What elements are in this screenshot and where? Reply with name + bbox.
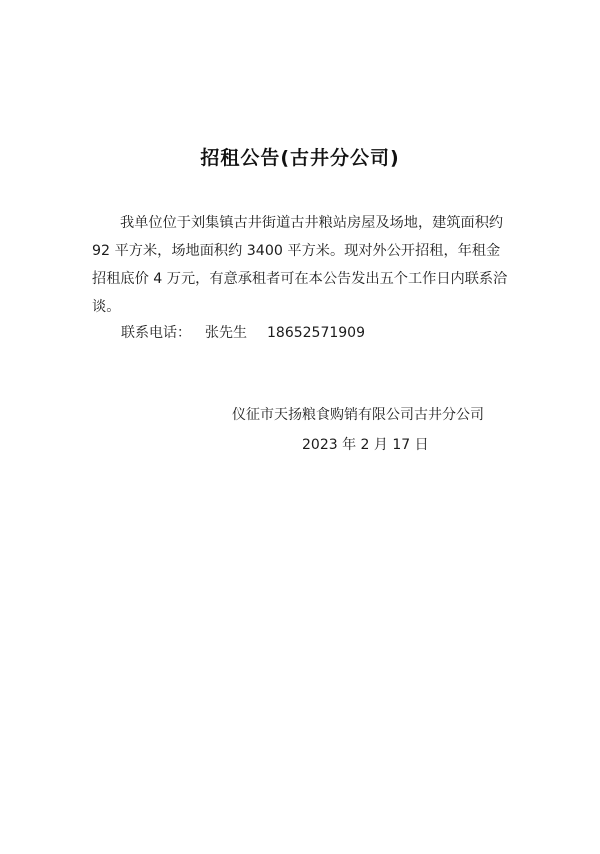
announcement-paragraph: 我单位位于刘集镇古井街道古井粮站房屋及场地，建筑面积约 92 平方米，场地面积约 3400 平方米。现对外公开招租，年租金招租底价 4 万元，有意承租者可在本公告发出五个工作日内联系洽谈。 — [92, 215, 508, 315]
contact-label: 联系电话： — [121, 325, 191, 341]
signature-block — [232, 400, 502, 460]
signature-organization: 仪征市天扬粮食购销有限公司古井分公司 — [232, 407, 484, 423]
signature-date: 2023 年 2 月 17 日 — [302, 437, 429, 453]
contact-phone: 18652571909 — [267, 325, 365, 341]
contact-line — [121, 322, 365, 344]
contact-name: 张先生 — [205, 325, 247, 341]
document-title: 招租公告(古井分公司) — [200, 147, 400, 169]
announcement-body — [92, 209, 510, 321]
